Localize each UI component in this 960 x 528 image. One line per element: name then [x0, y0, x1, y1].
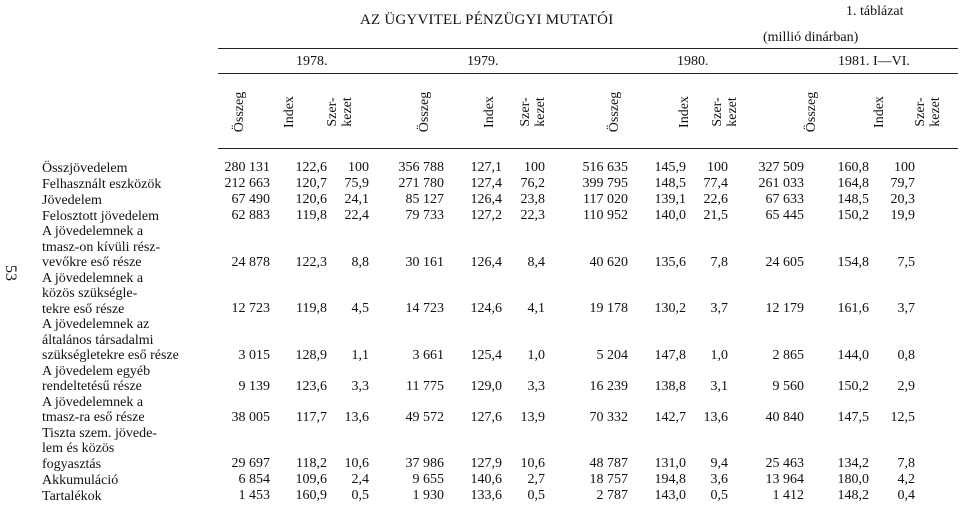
table-cell: 24 878 [231, 254, 270, 270]
column-header-index: Index [482, 96, 497, 128]
table-cell: 38 005 [231, 409, 270, 425]
table-cell: 180,0 [837, 472, 869, 487]
column-header-szerkezet: Szer- kezet [325, 97, 355, 127]
column-header-szerkezet: Szer- kezet [518, 97, 548, 127]
column-header-osszeg: Összeg [417, 91, 432, 133]
table-cell: 14 723 [405, 301, 444, 316]
table-cell: 160,8 [837, 160, 869, 175]
table-cell: 150,2 [837, 378, 869, 394]
row-label-line: tmasz-on kívüli rész- [42, 239, 161, 255]
table-row [42, 176, 915, 192]
table-cell: 2 865 [772, 347, 804, 363]
table-cell: 12,5 [890, 409, 915, 425]
table-cell: 16 239 [589, 378, 628, 394]
table-cell: 0,5 [351, 488, 369, 503]
table-cell: 3,7 [710, 301, 728, 316]
row-label [42, 426, 216, 473]
table-cell: 127,1 [470, 160, 502, 175]
table-cell: 128,9 [295, 347, 327, 363]
table-cell: 145,9 [654, 160, 686, 175]
table-cell: 0,8 [897, 347, 915, 363]
table-cell: 356 788 [398, 160, 444, 175]
table-cell: 40 620 [589, 254, 628, 270]
table-cell: 2 787 [596, 488, 628, 503]
table-cell: 7,8 [897, 456, 915, 471]
table-cell: 122,6 [295, 160, 327, 175]
year-1978: 1978. [296, 54, 328, 69]
table-cell: 6 854 [238, 472, 270, 487]
table-cell: 118,2 [296, 456, 327, 471]
table-cell: 21,5 [703, 208, 728, 223]
row-label [42, 160, 216, 176]
table-cell: 3,7 [897, 301, 915, 316]
table-cell: 4,1 [527, 301, 545, 316]
table-cell: 261 033 [758, 176, 804, 191]
table-cell: 62 883 [231, 208, 270, 223]
table-cell: 2,9 [897, 378, 915, 394]
table-cell: 85 127 [405, 192, 444, 207]
table-cell: 127,4 [470, 176, 502, 191]
table-cell: 144,0 [837, 347, 869, 363]
row-label-line: Akkumuláció [42, 472, 119, 488]
row-label [42, 224, 216, 271]
table-cell: 3,3 [527, 378, 545, 394]
column-header-index: Index [282, 96, 297, 128]
table-cell: 9 139 [238, 378, 270, 394]
table-cell: 29 697 [231, 456, 270, 471]
row-label-line: szükségletekre eső része [42, 348, 179, 363]
table-cell: 79 733 [405, 208, 444, 223]
row-label-line: rendeltetésű része [42, 379, 142, 394]
column-header-szerkezet: Szer- kezet [710, 97, 740, 127]
table-cell: 127,6 [470, 409, 502, 425]
table-cell: 10,6 [520, 456, 545, 471]
table-cell: 150,2 [837, 208, 869, 223]
table-cell: 12 723 [231, 301, 270, 316]
table-cell: 13 964 [765, 472, 804, 487]
table-cell: 271 780 [398, 176, 444, 191]
table-cell: 119,8 [296, 301, 327, 316]
row-label-line: A jövedelemnek az [42, 317, 150, 332]
row-label-line: A jövedelemnek a [42, 394, 144, 410]
row-label [42, 488, 216, 504]
table-cell: 160,9 [295, 488, 327, 503]
table-cell: 164,8 [837, 176, 869, 191]
header-rule [218, 148, 958, 149]
table-cell: 75,9 [344, 176, 369, 191]
table-cell: 1,0 [710, 347, 728, 363]
table-cell: 133,6 [470, 488, 502, 503]
row-label [42, 192, 216, 208]
table-cell: 65 445 [765, 208, 804, 223]
table-cell: 100 [894, 160, 915, 175]
table-cell: 130,2 [654, 301, 686, 316]
table-cell: 25 463 [765, 456, 804, 471]
table-row [42, 364, 915, 395]
row-label-line: Összjövedelem [42, 160, 128, 176]
table-cell: 212 663 [224, 176, 270, 191]
table-cell: 119,8 [296, 208, 327, 223]
table-cell: 1 930 [412, 488, 444, 503]
page-number: 53 [2, 265, 19, 281]
table-cell: 22,3 [520, 208, 545, 223]
table-cell: 327 509 [758, 160, 804, 175]
table-cell: 126,4 [470, 192, 502, 207]
table-cell: 0,5 [527, 488, 545, 503]
year-rule [218, 73, 958, 74]
table-cell: 126,4 [470, 254, 502, 270]
table-cell: 24,1 [344, 192, 369, 207]
table-row [42, 472, 915, 488]
table-cell: 142,7 [654, 409, 686, 425]
table-cell: 9,4 [710, 456, 728, 471]
table-row [42, 317, 915, 364]
table-cell: 147,8 [654, 347, 686, 363]
table-cell: 3 661 [412, 347, 444, 363]
table-row [42, 426, 915, 473]
row-label [42, 472, 216, 488]
table-cell: 1,1 [351, 347, 369, 363]
row-label [42, 271, 216, 318]
table-cell: 135,6 [654, 254, 686, 270]
table-cell: 1,0 [527, 347, 545, 363]
year-1979: 1979. [467, 54, 499, 69]
year-1980: 1980. [677, 54, 709, 69]
table-row [42, 488, 915, 504]
table-cell: 0,5 [710, 488, 728, 503]
table-cell: 120,7 [295, 176, 327, 191]
table-cell: 2,7 [527, 472, 545, 487]
unit-note: (millió dinárban) [763, 30, 859, 45]
table-row [42, 208, 915, 224]
table-cell: 100 [524, 160, 545, 175]
table-cell: 125,4 [470, 347, 502, 363]
table-cell: 134,2 [837, 456, 869, 471]
table-cell: 122,3 [295, 254, 327, 270]
table-cell: 148,5 [654, 176, 686, 191]
table-cell: 129,0 [470, 378, 502, 394]
table-cell: 109,6 [295, 472, 327, 487]
table-cell: 127,9 [470, 456, 502, 471]
table-cell: 140,6 [470, 472, 502, 487]
table-cell: 77,4 [703, 176, 728, 191]
table-cell: 23,8 [520, 192, 545, 207]
table-cell: 5 204 [596, 347, 628, 363]
table-cell: 37 986 [405, 456, 444, 471]
table-cell: 161,6 [837, 301, 869, 316]
row-label-line: Felosztott jövedelem [42, 208, 160, 224]
table-cell: 70 332 [589, 409, 628, 425]
table-cell: 76,2 [520, 176, 545, 191]
table-cell: 117,7 [296, 409, 327, 425]
table-cell: 22,4 [344, 208, 369, 223]
table-cell: 22,6 [703, 192, 728, 207]
top-rule [218, 48, 958, 49]
table-row [42, 160, 915, 176]
table-cell: 3 015 [238, 347, 270, 363]
column-header-osszeg: Összeg [804, 91, 819, 133]
table-cell: 194,8 [654, 472, 686, 487]
table-cell: 280 131 [224, 160, 270, 175]
row-label-line: Felhasznált eszközök [42, 176, 162, 192]
table-cell: 124,6 [470, 301, 502, 316]
table-cell: 24 605 [765, 254, 804, 270]
column-header-szerkezet: Szer- kezet [913, 97, 943, 127]
table-cell: 13,6 [344, 409, 369, 425]
table-cell: 0,4 [897, 488, 915, 503]
table-cell: 40 840 [765, 409, 804, 425]
table-cell: 3,1 [710, 378, 728, 394]
table-cell: 1 412 [772, 488, 804, 503]
table-cell: 67 490 [231, 192, 270, 207]
table-cell: 148,2 [837, 488, 869, 503]
table-cell: 399 795 [582, 176, 628, 191]
table-cell: 20,3 [890, 192, 915, 207]
table-cell: 30 161 [405, 254, 444, 270]
table-cell: 8,4 [527, 254, 545, 270]
table-cell: 13,9 [520, 409, 545, 425]
table-cell: 7,5 [897, 254, 915, 270]
table-cell: 154,8 [837, 254, 869, 270]
table-cell: 10,6 [344, 456, 369, 471]
row-label-line: A jövedelemnek a [42, 224, 144, 239]
table-cell: 2,4 [351, 472, 369, 487]
table-cell: 100 [348, 160, 369, 175]
table-cell: 143,0 [654, 488, 686, 503]
row-label-line: Tartalékok [42, 488, 102, 504]
table-cell: 3,3 [351, 378, 369, 394]
row-label-line: tekre eső része [42, 301, 125, 317]
table-cell: 110 952 [583, 208, 628, 223]
table-cell: 13,6 [703, 409, 728, 425]
row-label-line: Jövedelem [42, 192, 102, 208]
table-cell: 7,8 [710, 254, 728, 270]
table-cell: 516 635 [582, 160, 628, 175]
table-cell: 138,8 [654, 378, 686, 394]
table-cell: 4,2 [897, 472, 915, 487]
row-label-line: A jövedelemnek a [42, 270, 144, 286]
table-cell: 48 787 [589, 456, 628, 471]
table-row [42, 395, 915, 426]
column-header-osszeg: Összeg [232, 91, 247, 133]
column-header-osszeg: Összeg [607, 91, 622, 133]
table-cell: 12 179 [765, 301, 804, 316]
table-cell: 67 633 [765, 192, 804, 207]
table-cell: 100 [707, 160, 728, 175]
table-row [42, 271, 915, 318]
table-cell: 8,8 [351, 254, 369, 270]
row-label-line: lem és közös [42, 441, 115, 456]
table-cell: 9 655 [412, 472, 444, 487]
table-cell: 19 178 [589, 301, 628, 316]
table-cell: 18 757 [589, 472, 628, 487]
column-header-index: Index [677, 96, 692, 128]
row-label-line: közös szükségle- [42, 286, 138, 301]
table-cell: 49 572 [405, 409, 444, 425]
table-cell: 120,6 [295, 192, 327, 207]
table-row [42, 192, 915, 208]
table-cell: 148,5 [837, 192, 869, 207]
table-cell: 147,5 [837, 409, 869, 425]
table-cell: 3,6 [710, 472, 728, 487]
table-cell: 4,5 [351, 301, 369, 316]
financial-table [42, 160, 915, 504]
table-cell: 140,0 [654, 208, 686, 223]
table-cell: 19,9 [890, 208, 915, 223]
row-label-line: Tiszta szem. jövede- [42, 425, 157, 441]
table-row [42, 224, 915, 271]
row-label [42, 208, 216, 224]
table-cell: 117 020 [583, 192, 628, 207]
row-label [42, 364, 216, 395]
row-label-line: fogyasztás [42, 456, 102, 472]
row-label-line: általános társadalmi [42, 332, 154, 348]
table-cell: 127,2 [470, 208, 502, 223]
row-label [42, 176, 216, 192]
row-label [42, 395, 216, 426]
year-1981: 1981. I—VI. [838, 54, 910, 69]
table-cell: 11 775 [406, 378, 444, 394]
row-label-line: A jövedelem egyéb [42, 363, 151, 379]
table-cell: 131,0 [654, 456, 686, 471]
table-number: 1. táblázat [846, 4, 904, 19]
column-header-index: Index [872, 96, 887, 128]
table-cell: 139,1 [654, 192, 686, 207]
table-cell: 9 560 [772, 378, 804, 394]
row-label-line: tmasz-ra eső része [42, 410, 145, 425]
table-cell: 79,7 [890, 176, 915, 191]
row-label [42, 317, 216, 364]
row-label-line: vevőkre eső része [42, 255, 142, 270]
table-cell: 123,6 [295, 378, 327, 394]
table-title: AZ ÜGYVITEL PÉNZÜGYI MUTATÓI [360, 12, 614, 28]
table-cell: 1 453 [238, 488, 270, 503]
